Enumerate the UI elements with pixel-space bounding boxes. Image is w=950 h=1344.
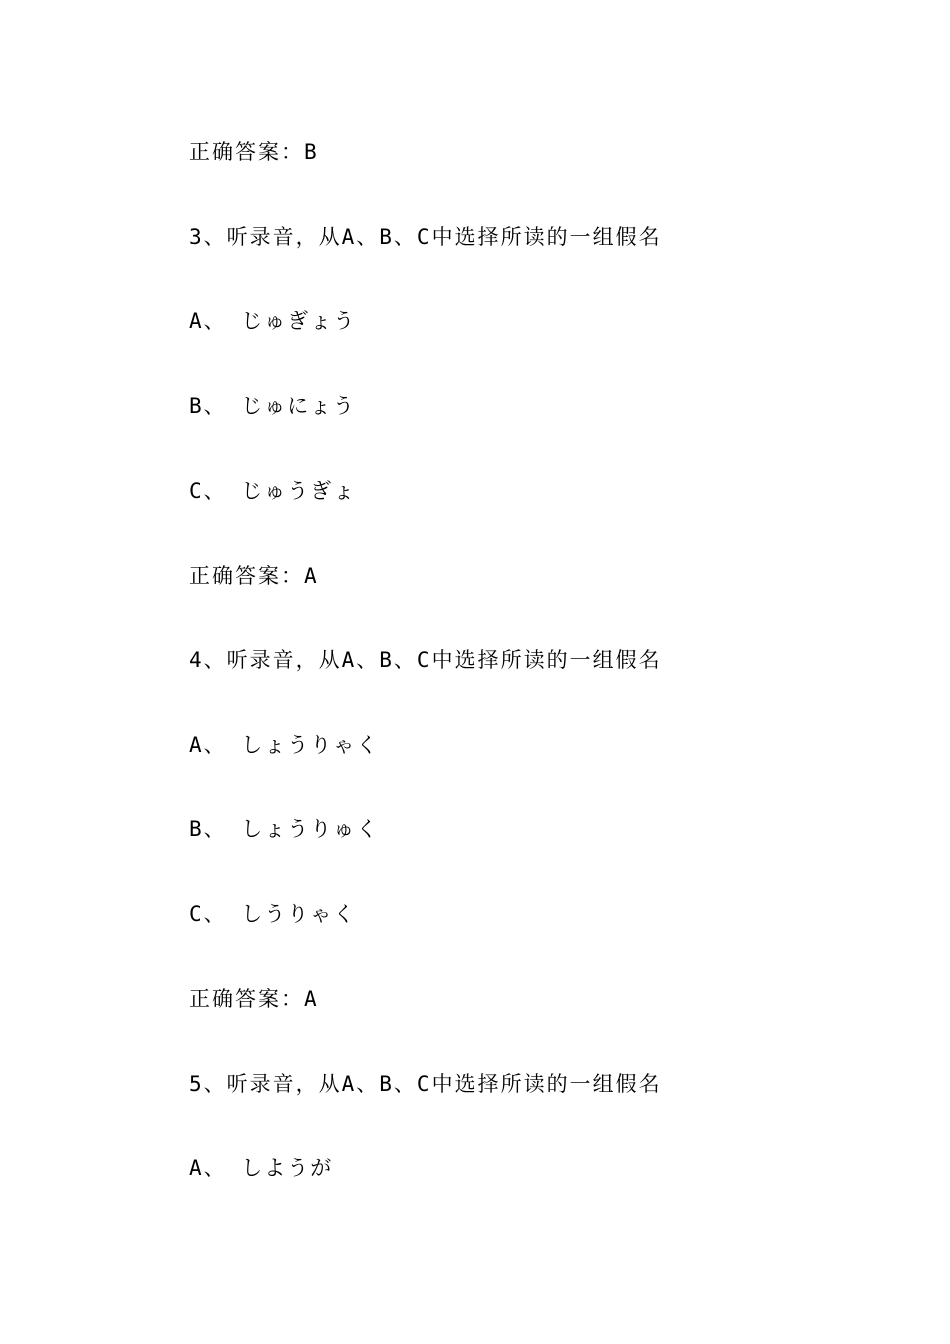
option-3a: A、 じゅぎょう	[189, 309, 357, 333]
option-5a: A、 しようが	[189, 1156, 334, 1180]
option-4b: B、 しょうりゅく	[189, 817, 380, 841]
question-5: 5、听录音，从A、B、C中选择所读的一组假名	[189, 1072, 662, 1096]
answer-line-q3: 正确答案：A	[189, 564, 319, 588]
answer-line-q2: 正确答案：B	[189, 140, 319, 164]
answer-line-q4: 正确答案：A	[189, 987, 319, 1011]
option-4a: A、 しょうりゃく	[189, 733, 380, 757]
question-4: 4、听录音，从A、B、C中选择所读的一组假名	[189, 648, 662, 672]
question-3: 3、听录音，从A、B、C中选择所读的一组假名	[189, 225, 662, 249]
option-3c: C、 じゅうぎょ	[189, 479, 357, 503]
option-3b: B、 じゅにょう	[189, 394, 356, 418]
option-4c: C、 しうりゃく	[189, 902, 357, 926]
